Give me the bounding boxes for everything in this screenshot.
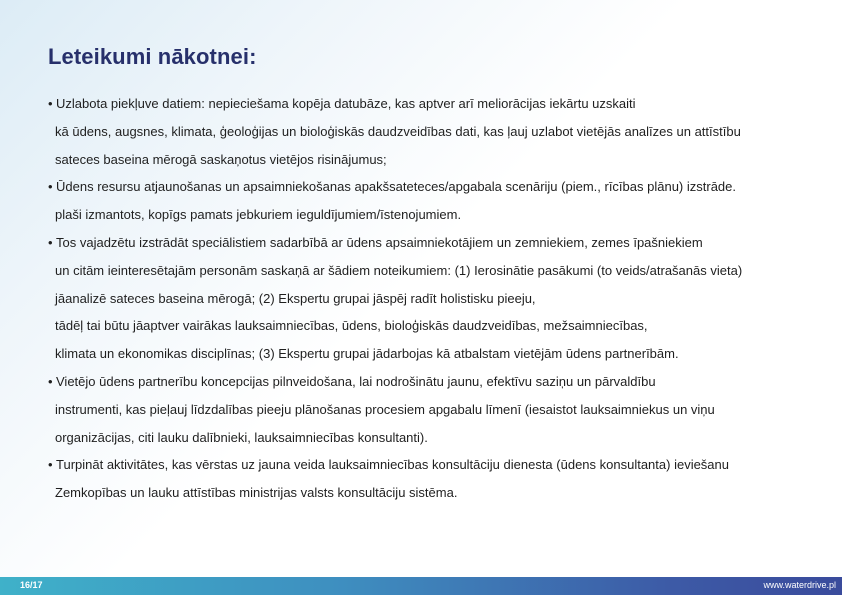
bullet-item <box>48 173 828 201</box>
bullet-icon: • <box>48 96 53 111</box>
bullet-continuation <box>48 396 828 424</box>
bullet-continuation <box>48 257 828 285</box>
website-link[interactable]: www.waterdrive.pl <box>763 580 836 590</box>
bullet-continuation <box>48 285 828 313</box>
page-number: 16/17 <box>20 580 43 590</box>
bullet-text: jāanalizē sateces baseina mērogā; (2) Ekspertu grupai jāspēj radīt holistisku pieeju, <box>55 290 536 306</box>
bullet-text: plaši izmantots, kopīgs pamats jebkuriem ieguldījumiem/īstenojumiem. <box>55 207 462 223</box>
footer-bar <box>0 577 842 595</box>
bullet-text: Zemkopības un lauku attīstības ministrijas valsts konsultāciju sistēma. <box>55 485 458 501</box>
bullet-continuation <box>48 479 828 507</box>
bullet-item <box>48 368 828 396</box>
bullet-text: sateces baseina mērogā saskaņotus vietējos risinājumus; <box>55 151 387 167</box>
bullet-continuation <box>48 340 828 368</box>
bullet-continuation <box>48 312 828 340</box>
recommendations-list <box>48 90 828 507</box>
bullet-continuation <box>48 201 828 229</box>
bullet-text: klimata un ekonomikas disciplīnas; (3) Ekspertu grupai jādarbojas kā atbalstam vietējām ūdens partnerībām. <box>55 346 679 362</box>
bullet-item <box>48 451 828 479</box>
bullet-text: Turpināt aktivitātes, kas vērstas uz jauna veida lauksaimniecības konsultāciju dienesta (ūdens konsultanta) ieviešanu <box>56 457 729 473</box>
page-title: Leteikumi nākotnei: <box>48 44 257 69</box>
bullet-item <box>48 90 828 118</box>
bullet-text: Vietējo ūdens partnerību koncepcijas pilnveidošana, lai nodrošinātu jaunu, efektīvu saziņu un pārvaldību <box>56 373 656 389</box>
bullet-icon: • <box>48 179 53 195</box>
bullet-continuation <box>48 424 828 452</box>
bullet-text: tādēļ tai būtu jāaptver vairākas lauksaimniecības, ūdens, bioloģiskās daudzveidības, mežsaimniecības, <box>55 318 648 334</box>
bullet-text: kā ūdens, augsnes, klimata, ģeoloģijas un bioloģiskās daudzveidības dati, kas ļauj uzlabot vietējās analīzes un attīstību <box>55 123 741 139</box>
bullet-text: organizācijas, citi lauku dalībnieki, lauksaimniecības konsultanti). <box>55 429 428 445</box>
bullet-icon: • <box>48 373 53 389</box>
bullet-text: un citām ieinteresētajām personām saskaņā ar šādiem noteikumiem: (1) Ierosinātie pasākumi (to veids/atrašanās vieta) <box>55 262 743 278</box>
bullet-text: Ūdens resursu atjaunošanas un apsaimniekošanas apakšsateteces/apgabala scenāriju (piem., rīcības plānu) izstrāde. <box>56 179 736 195</box>
bullet-text: instrumenti, kas pieļauj līdzdalības pieeju plānošanas procesiem apgabalu līmenī (iesaistot lauksaimniekus un viņu <box>55 401 715 417</box>
bullet-continuation <box>48 146 828 174</box>
bullet-text: Tos vajadzētu izstrādāt speciālistiem sadarbībā ar ūdens apsaimniekotājiem un zemniekiem, zemes īpašniekiem <box>56 234 703 250</box>
bullet-text: Uzlabota piekļuve datiem: nepieciešama kopēja datubāze, kas aptver arī meliorācijas iekārtu uzskaiti <box>56 96 636 111</box>
bullet-item <box>48 229 828 257</box>
bullet-icon: • <box>48 234 53 250</box>
bullet-continuation <box>48 118 828 146</box>
bullet-icon: • <box>48 457 53 473</box>
